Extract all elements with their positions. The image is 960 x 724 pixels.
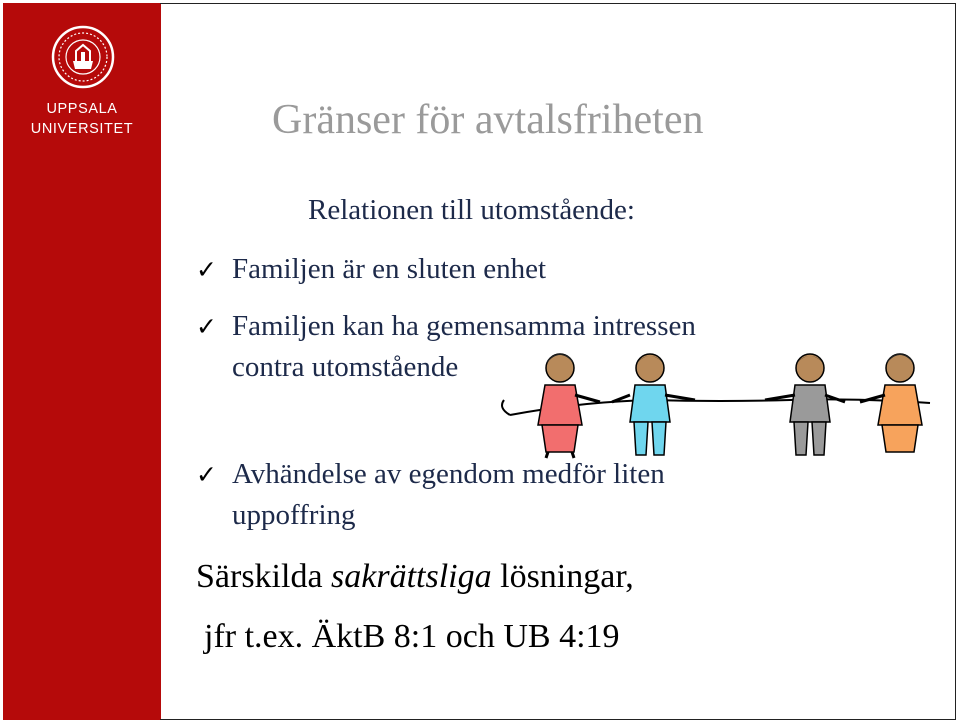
- checkmark-icon: ✓: [196, 460, 217, 489]
- bullet-text: Familjen är en sluten enhet: [232, 253, 547, 285]
- legal-reference: jfr t.ex. ÄktB 8:1 och UB 4:19: [204, 618, 620, 655]
- university-name-line2: UNIVERSITET: [30, 121, 134, 137]
- bullet-text: Familjen kan ha gemensamma intressen: [232, 310, 696, 342]
- checkmark-icon: ✓: [196, 312, 217, 341]
- checkmark-icon: ✓: [196, 255, 217, 284]
- conclusion-post: lösningar,: [500, 558, 634, 595]
- conclusion-pre: Särskilda: [196, 558, 323, 595]
- slide-title: Gränser för avtalsfriheten: [272, 97, 704, 143]
- university-seal-icon: [51, 25, 115, 89]
- tug-of-war-people-icon: [490, 340, 950, 460]
- conclusion-text: [196, 558, 634, 596]
- sidebar: [3, 3, 161, 720]
- bullet-text-continued: uppoffring: [232, 499, 356, 531]
- bullet-text-continued: contra utomstående: [232, 351, 459, 383]
- bullet-text: Avhändelse av egendom medför liten: [232, 458, 665, 490]
- conclusion-emphasis: sakrättsliga: [331, 558, 492, 595]
- slide-subtitle: Relationen till utomstående:: [308, 194, 635, 226]
- university-name-line1: UPPSALA: [46, 101, 118, 117]
